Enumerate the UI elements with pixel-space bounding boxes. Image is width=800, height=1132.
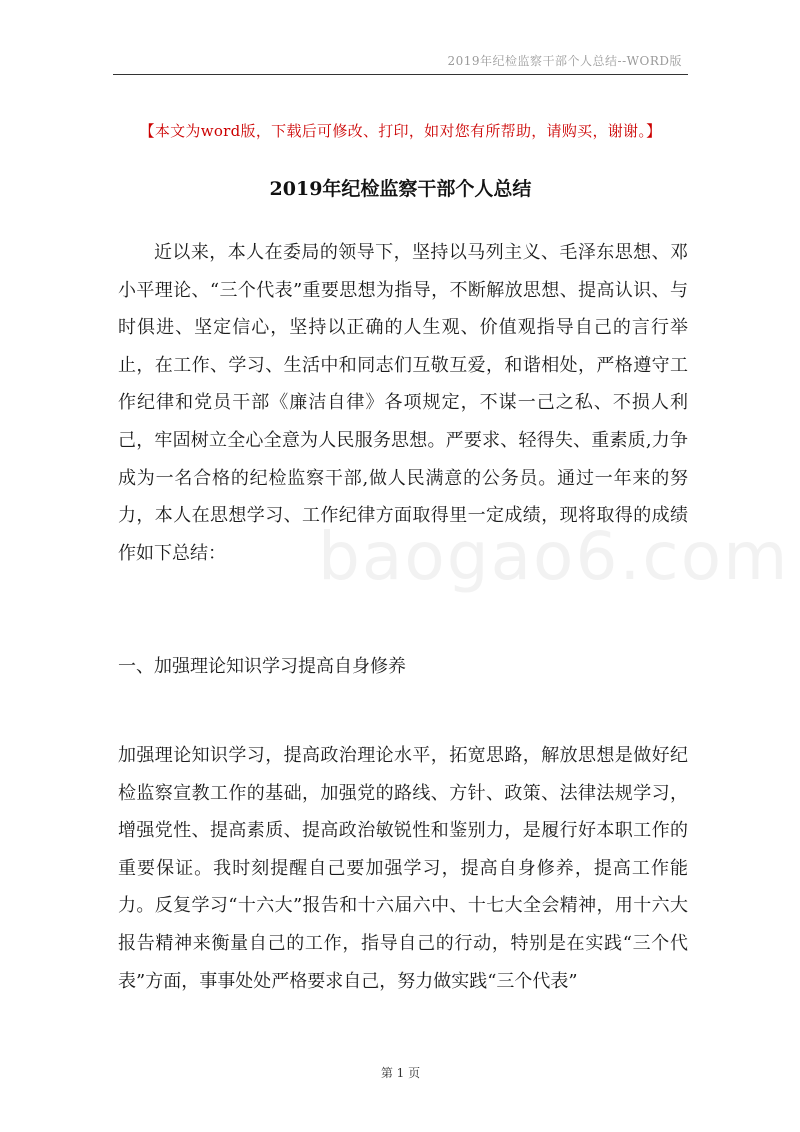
download-notice: 【本文为word版，下载后可修改、打印，如对您有所帮助，请购买，谢谢。】 — [139, 122, 662, 140]
page-number: 第 1 页 — [380, 1066, 421, 1080]
section-paragraph: 加强理论知识学习，提高政治理论水平，拓宽思路，解放思想是做好纪检监察宣教工作的基础，加强党的路线、方针、政策、法律法规学习，增强党性、提高素质、提高政治敏锐性和鉴别力，是履行好本职工作的重要保证。我时刻提醒自己要加强学习，提高自身修养，提高工作能力。反复学习“十六大”报告和十六届六中、十七大全会精神，用十六大报告精神来衡量自己的工作，指导自己的行动，特别是在实践“三个代表”方面，事事处处严格要求自己，努力做实践“三个代表” — [118, 745, 688, 992]
watermark: baogao6.com — [318, 518, 790, 595]
document-title: 2019年纪检监察干部个人总结 — [269, 178, 532, 200]
running-header: 2019年纪检监察干部个人总结--WORD版 — [447, 54, 682, 68]
intro-paragraph: 近以来，本人在委局的领导下，坚持以马列主义、毛泽东思想、邓小平理论、“三个代表”重要思想为指导，不断解放思想、提高认识、与时俱进、坚定信心，坚持以正确的人生观、价值观指导自己的言行举止，在工作、学习、生活中和同志们互敬互爱，和谐相处，严格遵守工作纪律和党员干部《廉洁自律》各项规定，不谋一己之私、不损人利己，牢固树立全心全意为人民服务思想。严要求、轻得失、重素质,力争成为一名合格的纪检监察干部,做人民满意的公务员。通过一年来的努力，本人在思想学习、工作纪律方面取得里一定成绩，现将取得的成绩作如下总结： — [118, 242, 688, 564]
section-heading: 一、加强理论知识学习提高自身修养 — [118, 656, 406, 677]
header-divider — [113, 74, 688, 75]
